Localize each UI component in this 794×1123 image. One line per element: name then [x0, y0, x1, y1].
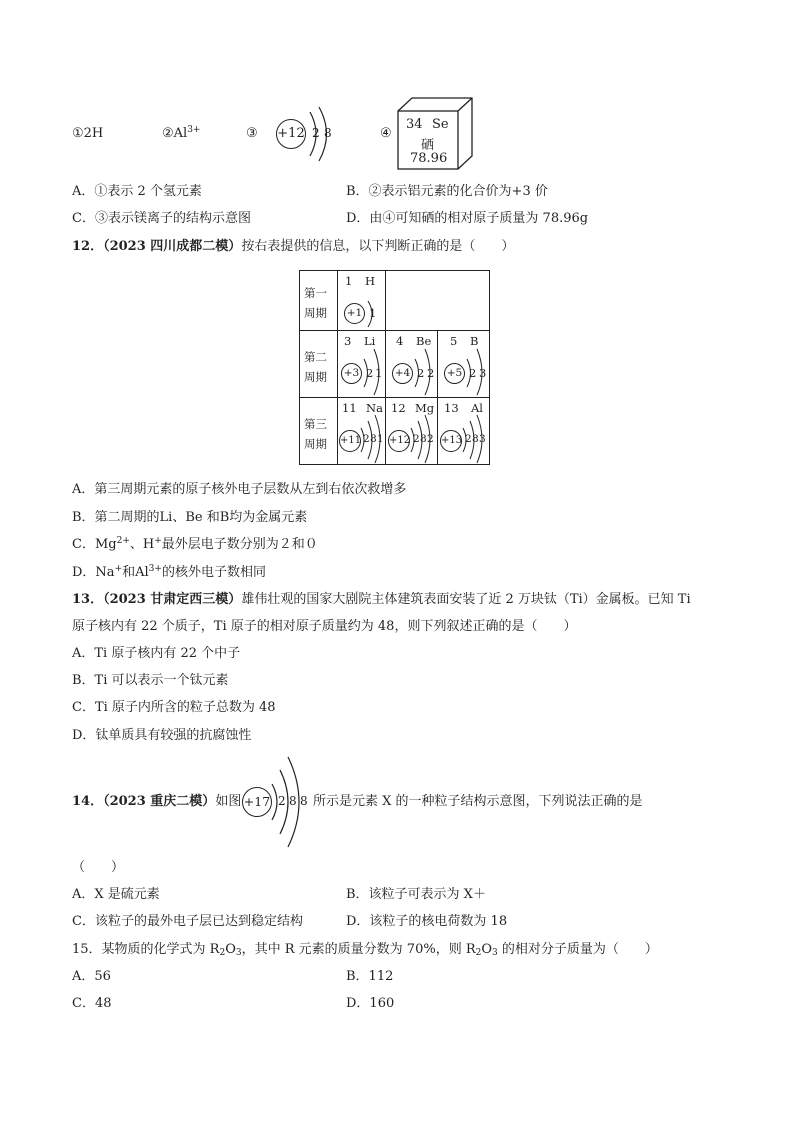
- q12-option-d: D．Na+和$Al^{3+}$的核外电子数相同: [72, 564, 266, 580]
- q14-answer-paren: （ ）: [72, 860, 125, 875]
- shell-digit: 2: [278, 794, 286, 808]
- q13-stem-line-1: 13．（2023 甘肃定西三模）雄伟壮观的国家大剧院主体建筑表面安装了近 2 万块钛（Ti）金属板。已知 Ti: [72, 592, 691, 607]
- q14-option-d: D．该粒子的核电荷数为 18: [346, 914, 508, 929]
- element-cell-mg: 12 Mg +12 2 8 2: [386, 398, 438, 465]
- q12-stem: 12．（2023 四川成都二模）按右表提供的信息，以下判断正确的是（ ）: [72, 239, 515, 254]
- q13-option-d: D．钛单质具有较强的抗腐蚀性: [72, 728, 252, 743]
- q13-option-c: C．Ti 原子内所含的粒子总数为 48: [72, 700, 276, 715]
- nucleus: +1: [344, 303, 365, 324]
- shell-digit: 8: [289, 794, 297, 808]
- q11-item-3-marker: ③: [246, 126, 258, 141]
- shell-digit: 8: [324, 126, 332, 140]
- q12-option-a: A．第三周期元素的原子核外电子层数从左到右依次救增多: [72, 482, 407, 497]
- q11-item-1: ①2H: [72, 126, 104, 141]
- q15-option-a: A．56: [72, 969, 111, 984]
- element-cell-b: 5 B +5 2 3: [438, 331, 490, 398]
- q14-option-a: A．X 是硫元素: [72, 887, 160, 902]
- empty-region: [386, 271, 490, 331]
- element-cell-h: 1 H +1 1: [338, 271, 386, 331]
- nucleus: +17: [242, 787, 272, 817]
- electron-shell-arcs: [460, 412, 489, 464]
- element-symbol: Se: [432, 117, 449, 132]
- period-label: 第一 周期: [300, 271, 338, 331]
- nucleus: +13: [440, 430, 462, 452]
- q11-item-2: $②Al^{3+}$: [162, 125, 201, 141]
- element-cell-na: 11 Na +11 2 8 1: [338, 398, 386, 465]
- q15-option-b: B．112: [346, 969, 394, 984]
- nucleus: +12: [276, 119, 306, 149]
- q14-option-c: C．该粒子的最外电子层已达到稳定结构: [72, 914, 303, 929]
- q14-stem-start: 14．（2023 重庆二模）如图: [72, 794, 242, 809]
- q11-option-b: B．②表示铝元素的化合价为+3 价: [346, 184, 548, 199]
- period-label: 第三 周期: [300, 398, 338, 465]
- q11-option-a: A．①表示 2 个氢元素: [72, 184, 202, 199]
- period-label: 第二 周期: [300, 331, 338, 398]
- q15-option-c: C．48: [72, 996, 112, 1011]
- electron-shell-arcs: [358, 412, 386, 464]
- atomic-mass: 78.96: [410, 151, 448, 166]
- q12-option-b: B．第二周期的Li、Be 和B均为金属元素: [72, 510, 308, 525]
- atomic-number: 34: [406, 117, 423, 132]
- electron-shell-arcs: [360, 345, 386, 397]
- electron-shell-arcs: [408, 412, 437, 464]
- nucleus: +12: [388, 430, 410, 452]
- electron-shell-arcs: [463, 345, 489, 397]
- electron-shell-arcs: [364, 299, 378, 329]
- element-name: 硒: [421, 138, 435, 153]
- periodic-table: [299, 270, 490, 465]
- nucleus: +11: [339, 430, 361, 452]
- electron-shell-arcs: [300, 104, 340, 164]
- q15-option-d: D．160: [346, 996, 395, 1011]
- q11-item-4-marker: ④: [380, 126, 392, 141]
- q14-option-b: B．该粒子可表示为 X＋: [346, 887, 486, 902]
- q13-stem-line-2: 原子核内有 22 个质子，Ti 原子的相对原子质量约为 48，则下列叙述正确的是（ ）: [72, 619, 577, 634]
- q13-option-b: B．Ti 可以表示一个钛元素: [72, 673, 229, 688]
- q11-option-d: D．由④可知硒的相对原子质量为 78.96g: [346, 211, 589, 226]
- element-cell-be: 4 Be +4 2 2: [386, 331, 438, 398]
- q12-option-c: C．$Mg^{2+}$、H+最外层电子数分别为２和０: [72, 536, 318, 552]
- shell-digit: 2: [312, 126, 320, 140]
- q11-option-c: C．③表示镁离子的结构示意图: [72, 211, 251, 226]
- nucleus: +3: [341, 363, 362, 384]
- q15-stem: 15．某物质的化学式为 $R_2O_3$，其中 R 元素的质量分数为 70%，则 $R_2O_3$ 的相对分子质量为（ ）: [72, 942, 658, 958]
- shell-digit: 8: [300, 794, 308, 808]
- element-cell-li: 3 Li +3 2 1: [338, 331, 386, 398]
- electron-shell-arcs: [411, 345, 437, 397]
- q13-option-a: A．Ti 原子核内有 22 个中子: [72, 646, 241, 661]
- element-cell-al: 13 Al +13 2 8 3: [438, 398, 490, 465]
- nucleus: +4: [392, 363, 413, 384]
- q14-stem-end: 所示是元素 X 的一种粒子结构示意图，下列说法正确的是: [313, 794, 643, 809]
- electron-shell-arcs: [266, 754, 312, 850]
- nucleus: +5: [444, 363, 465, 384]
